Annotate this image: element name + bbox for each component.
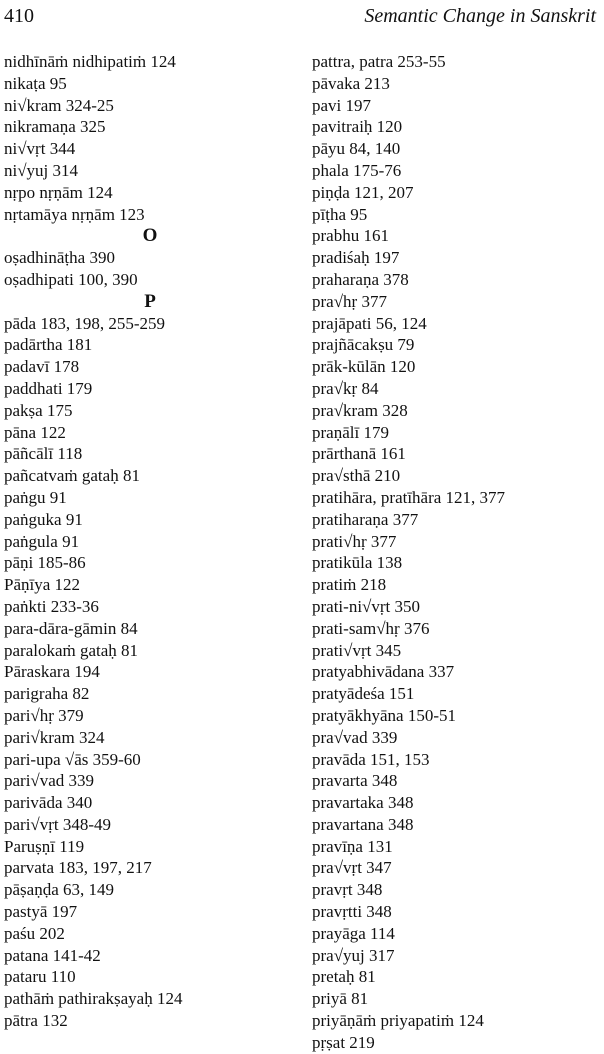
index-entry: para-dāra-gāmin 84 — [4, 618, 138, 638]
index-entry: pratiṁ 218 — [312, 575, 387, 595]
index-entry: pañcatvaṁ gataḥ 81 — [4, 466, 140, 486]
index-entry: pari-upa √ās 359-60 — [4, 749, 141, 769]
index-entry: parigraha 82 — [4, 684, 90, 704]
index-entry: prati√hṛ 377 — [312, 531, 397, 551]
page-number: 410 — [4, 5, 34, 27]
index-entry: pratyabhivādana 337 — [312, 662, 455, 682]
index-entry: pravartaka 348 — [312, 793, 414, 813]
index-entry: pravṛtti 348 — [312, 902, 392, 922]
index-entry: paṅgula 91 — [4, 531, 80, 551]
index-entry: pra√vad 339 — [312, 727, 398, 747]
index-entry: ni√yuj 314 — [4, 160, 79, 180]
index-entry: prārthanā 161 — [312, 444, 406, 464]
index-entry: ni√kram 324-25 — [4, 95, 114, 115]
index-entry: pravartana 348 — [312, 814, 414, 834]
index-entry: paṅguka 91 — [4, 509, 83, 529]
index-entry: pāyu 84, 140 — [312, 139, 401, 159]
index-entry: patana 141-42 — [4, 945, 101, 965]
index-entry: nidhīnāṁ nidhipatiṁ 124 — [4, 52, 176, 71]
index-entry: Pāraskara 194 — [4, 662, 100, 682]
index-entry: prati√vṛt 345 — [312, 640, 402, 660]
index-entry: pāda 183, 198, 255-259 — [4, 313, 166, 333]
index-entry: pretaḥ 81 — [312, 967, 376, 987]
index-entry: prāk-kūlān 120 — [312, 357, 416, 377]
index-entry: paṅgu 91 — [4, 487, 67, 507]
index-entry: priyāṇāṁ priyapatiṁ 124 — [312, 1011, 484, 1031]
index-entry: praharaṇa 378 — [312, 269, 409, 289]
index-entry: praṇālī 179 — [312, 422, 389, 442]
index-entry: pathāṁ pathirakṣayaḥ 124 — [4, 989, 183, 1009]
index-entry: pravīṇa 131 — [312, 836, 393, 856]
index-entry: pīṭha 95 — [312, 204, 368, 224]
index-entry: pāna 122 — [4, 422, 66, 442]
index-entry: pakṣa 175 — [4, 400, 73, 420]
index-entry: padārtha 181 — [4, 335, 93, 355]
index-entry: prati-sam√hṛ 376 — [312, 618, 430, 638]
index-entry: pravṛt 348 — [312, 880, 383, 900]
index-entry: pratyādeśa 151 — [312, 684, 415, 704]
running-title: Semantic Change in Sanskrit — [364, 5, 596, 27]
index-entry: pari√vad 339 — [4, 771, 95, 791]
index-entry: pratihāra, pratīhāra 121, 377 — [312, 487, 506, 507]
index-entry: pattra, patra 253-55 — [312, 52, 446, 71]
index-entry: prabhu 161 — [312, 226, 389, 246]
index-entry: padavī 178 — [4, 357, 80, 377]
index-entry: pṛṣat 219 — [312, 1032, 375, 1052]
index-column-right — [312, 51, 604, 1054]
index-entry: nikaṭa 95 — [4, 73, 67, 93]
index-entry: pātra 132 — [4, 1011, 68, 1031]
index-entry: pra√kram 328 — [312, 400, 408, 420]
index-entry: pari√vṛt 348-49 — [4, 814, 112, 834]
index-entry: pra√kṛ 84 — [312, 378, 379, 398]
running-head — [4, 2, 596, 30]
index-entry: prayāga 114 — [312, 923, 395, 943]
index-entry: pravarta 348 — [312, 771, 398, 791]
index-entry: pavi 197 — [312, 95, 372, 115]
index-entry: pari√hṛ 379 — [4, 705, 84, 725]
index-entry: paralokaṁ gataḥ 81 — [4, 640, 139, 660]
index-column-left — [4, 51, 296, 1032]
index-entry: pradiśaḥ 197 — [312, 248, 400, 268]
index-entry: parvata 183, 197, 217 — [4, 858, 152, 878]
index-entry: paddhati 179 — [4, 378, 93, 398]
index-entry: pāvaka 213 — [312, 73, 390, 93]
index-entry: pratiharaṇa 377 — [312, 509, 419, 529]
index-entry: oṣadhināṭha 390 — [4, 248, 115, 268]
index-entry: pra√sthā 210 — [312, 466, 401, 486]
index-entry: pataru 110 — [4, 967, 76, 987]
index-entry: parivāda 340 — [4, 793, 93, 813]
index-entry: pāṇi 185-86 — [4, 553, 86, 573]
index-entry: pastyā 197 — [4, 902, 78, 922]
index-entry: pravāda 151, 153 — [312, 749, 430, 769]
index-entry: pra√hṛ 377 — [312, 291, 387, 311]
index-entry: nikramaṇa 325 — [4, 117, 106, 137]
index-entry: prati-ni√vṛt 350 — [312, 596, 421, 616]
index-entry: ni√vṛt 344 — [4, 139, 76, 159]
index-section-heading: P — [144, 290, 156, 312]
index-entry: phala 175-76 — [312, 160, 402, 180]
index-entry: prajāpati 56, 124 — [312, 313, 427, 333]
index-entry: pra√vṛt 347 — [312, 858, 392, 878]
index-entry: piṇḍa 121, 207 — [312, 182, 414, 202]
index-entry: pāṣaṇḍa 63, 149 — [4, 880, 115, 900]
index-entry: pratyākhyāna 150-51 — [312, 705, 456, 725]
index-entry: nṛtamāya nṛṇām 123 — [4, 204, 145, 224]
index-entry: oṣadhipati 100, 390 — [4, 269, 138, 289]
index-entry: paṅkti 233-36 — [4, 596, 99, 616]
index-entry: priyā 81 — [312, 989, 369, 1009]
index-entry: prajñācakṣu 79 — [312, 335, 415, 355]
index-entry: pratikūla 138 — [312, 553, 403, 573]
index-entry: pavitraiḥ 120 — [312, 117, 403, 137]
index-entry: pra√yuj 317 — [312, 945, 395, 965]
index-entry: nṛpo nṛṇām 124 — [4, 182, 113, 202]
index-entry: Pāṇīya 122 — [4, 575, 81, 595]
index-entry: pāñcālī 118 — [4, 444, 83, 464]
index-entry: pari√kram 324 — [4, 727, 105, 747]
index-entry: paśu 202 — [4, 923, 65, 943]
index-entry: Paruṣṇī 119 — [4, 836, 85, 856]
index-section-heading: O — [142, 225, 158, 247]
